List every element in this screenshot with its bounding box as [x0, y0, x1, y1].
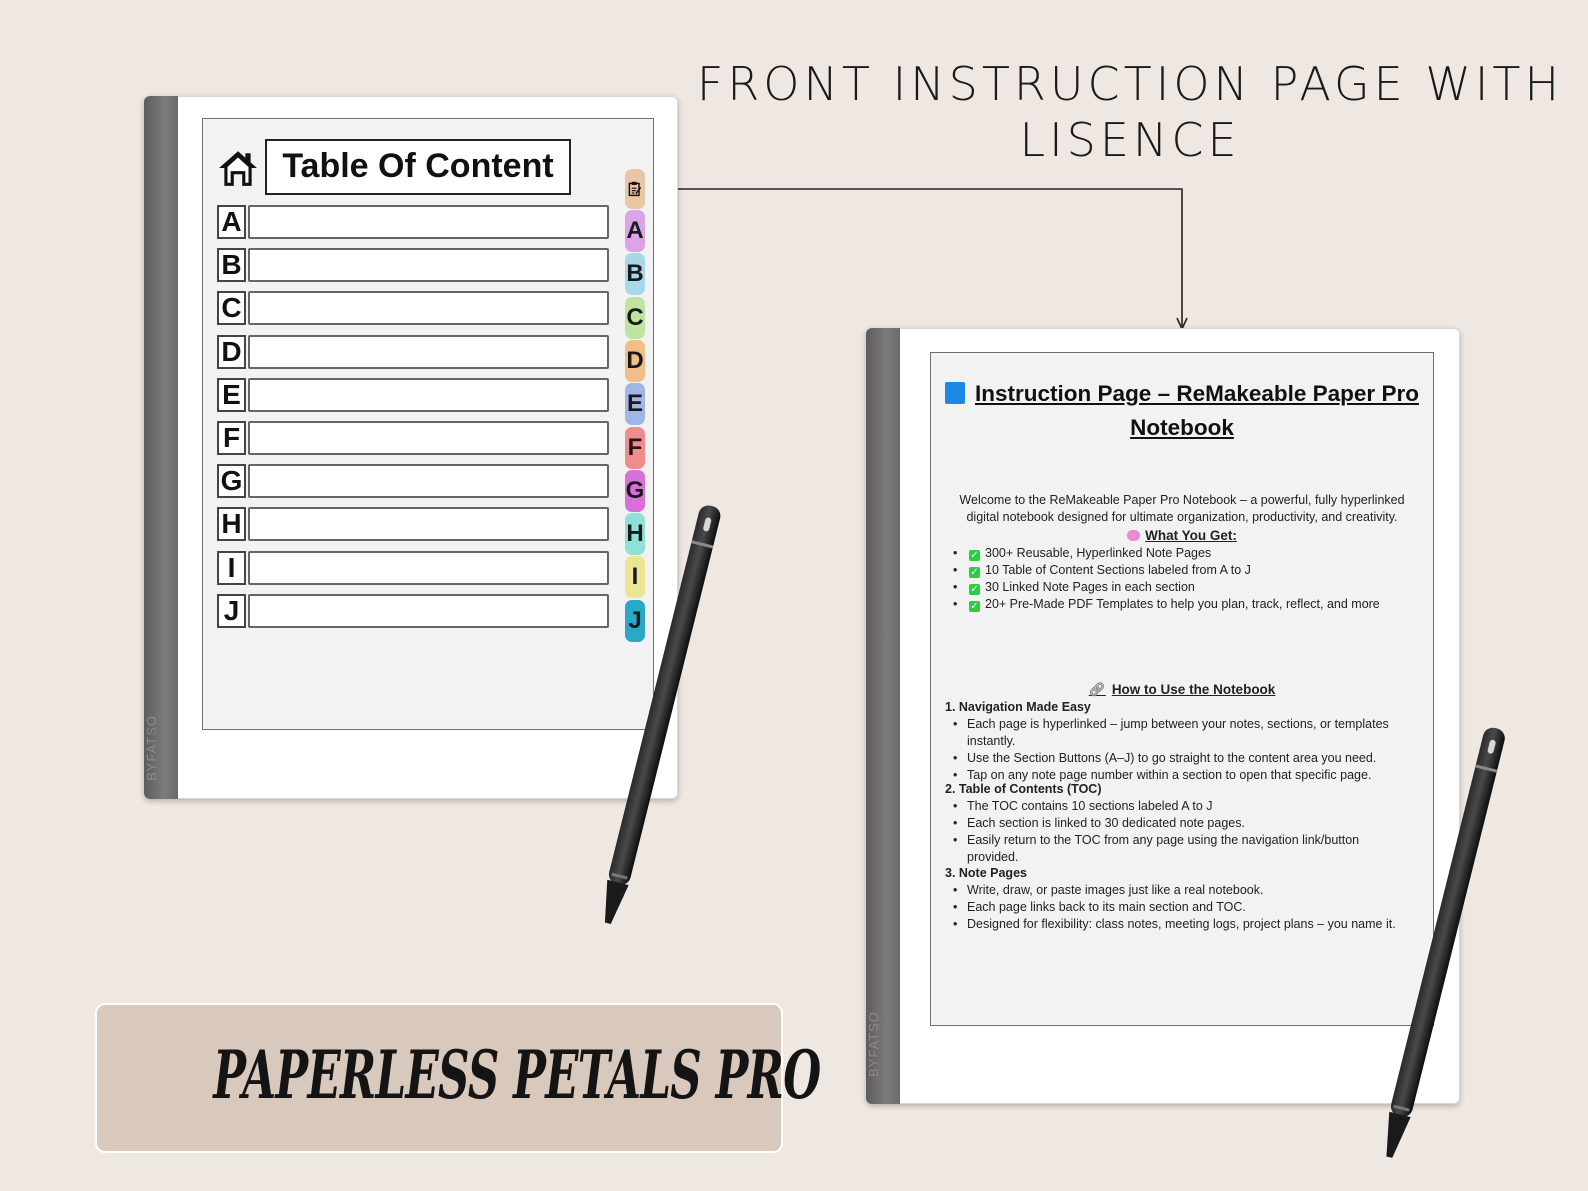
brain-icon — [1127, 530, 1140, 541]
brand-name: PAPERLESS PETALS PRO — [213, 1036, 821, 1114]
tablet-instructions — [866, 328, 1460, 1104]
what-you-get-item-text: 30 Linked Note Pages in each section — [985, 580, 1195, 594]
what-you-get-list — [951, 545, 1419, 613]
instruction-screen — [930, 352, 1434, 1026]
what-you-get-item-text: 300+ Reusable, Hyperlinked Note Pages — [985, 546, 1212, 560]
what-you-get-item-text: 20+ Pre-Made PDF Templates to help you plan, track, reflect, and more — [985, 597, 1380, 611]
toc-row-field[interactable] — [248, 421, 609, 455]
instruction-title — [939, 377, 1425, 445]
what-you-get-label: What You Get: — [1145, 528, 1237, 543]
checkmark-icon: ✓ — [970, 601, 979, 612]
stylus-left — [598, 490, 728, 950]
toc-row-field[interactable] — [248, 551, 609, 585]
section-tab-f[interactable]: F — [625, 427, 645, 469]
toc-row[interactable] — [217, 291, 609, 325]
what-you-get-item — [951, 596, 1419, 613]
toc-row-letter: F — [217, 421, 246, 455]
how-to-label: How to Use the Notebook — [1111, 682, 1276, 697]
blue-book-icon — [945, 382, 965, 404]
stylus-right — [1380, 712, 1510, 1182]
how-to-item: • Each page is hyperlinked – jump between your notes, sections, or templates instantly. — [951, 716, 1411, 750]
toc-row-letter: H — [217, 507, 246, 541]
notes-tab[interactable] — [625, 169, 645, 209]
what-you-get-item — [951, 562, 1419, 579]
how-to-item: • Easily return to the TOC from any page using the navigation link/button provided. — [951, 832, 1411, 866]
intro-text: Welcome to the ReMakeable Paper Pro Notebook – a powerful, fully hyperlinked digital notebook designed for ultimate organization, productivity, and creativity. — [959, 493, 1405, 524]
checkmark-icon: ✓ — [970, 550, 979, 561]
toc-row-field[interactable] — [248, 205, 609, 239]
how-to-item: • Write, draw, or paste images just like a real notebook. — [951, 882, 1411, 899]
section-tab-g[interactable]: G — [625, 470, 645, 512]
toc-row[interactable] — [217, 551, 609, 585]
toc-row-letter: B — [217, 248, 246, 282]
toc-row[interactable] — [217, 248, 609, 282]
how-to-item: • Tap on any note page number within a section to open that specific page. — [951, 767, 1411, 784]
toc-row-letter: I — [217, 551, 246, 585]
toc-row[interactable] — [217, 335, 609, 369]
toc-row-field[interactable] — [248, 335, 609, 369]
how-to-section-title: 3. Note Pages — [945, 866, 1027, 880]
toc-row[interactable] — [217, 594, 609, 628]
section-tab-j[interactable]: J — [625, 600, 645, 642]
how-to-heading — [945, 681, 1419, 698]
toc-row-letter: A — [217, 205, 246, 239]
how-to-section-list — [951, 798, 1411, 866]
instruction-title-text: Instruction Page – ReMakeable Paper Pro Notebook — [975, 381, 1419, 440]
what-you-get-item — [951, 579, 1419, 596]
how-to-section-list — [951, 716, 1411, 784]
promo-heading-line-1: FRONT INSTRUCTION PAGE WITH — [696, 57, 1564, 111]
toc-row-letter: E — [217, 378, 246, 412]
promo-heading — [690, 56, 1570, 168]
what-you-get-item — [951, 545, 1419, 562]
promo-heading-line-2: LISENCE — [1019, 113, 1241, 167]
toc-row-field[interactable] — [248, 464, 609, 498]
how-to-section-title: 2. Table of Contents (TOC) — [945, 782, 1102, 796]
toc-row[interactable] — [217, 464, 609, 498]
section-tab-a[interactable]: A — [625, 210, 645, 252]
how-to-section-title: 1. Navigation Made Easy — [945, 700, 1091, 714]
device-brand-text: BYFATSO — [866, 1011, 881, 1077]
toc-row-letter: D — [217, 335, 246, 369]
section-tab-e[interactable]: E — [625, 383, 645, 425]
toc-screen — [202, 118, 654, 730]
toc-row[interactable] — [217, 378, 609, 412]
what-you-get-heading — [945, 527, 1419, 544]
how-to-item: • Each section is linked to 30 dedicated note pages. — [951, 815, 1411, 832]
tablet-spine — [866, 328, 900, 1104]
notes-clipboard-icon — [627, 180, 643, 198]
how-to-item: • Use the Section Buttons (A–J) to go straight to the content area you need. — [951, 750, 1411, 767]
toc-row-field[interactable] — [248, 507, 609, 541]
section-tab-c[interactable]: C — [625, 297, 645, 339]
toc-row-field[interactable] — [248, 248, 609, 282]
home-icon[interactable] — [217, 147, 259, 189]
what-you-get-item-text: 10 Table of Content Sections labeled from A to J — [985, 563, 1251, 577]
toc-row[interactable] — [217, 205, 609, 239]
section-tab-i[interactable]: I — [625, 556, 645, 598]
section-tab-h[interactable]: H — [625, 513, 645, 555]
toc-row-letter: C — [217, 291, 246, 325]
toc-row-letter: J — [217, 594, 246, 628]
how-to-item: • The TOC contains 10 sections labeled A to J — [951, 798, 1411, 815]
toc-title: Table Of Content — [265, 139, 571, 195]
tablet-spine — [144, 96, 178, 799]
section-tab-b[interactable]: B — [625, 253, 645, 295]
checkmark-icon: ✓ — [970, 584, 979, 595]
how-to-section-list — [951, 882, 1411, 933]
toc-row[interactable] — [217, 507, 609, 541]
toc-row-field[interactable] — [248, 291, 609, 325]
section-tab-d[interactable]: D — [625, 340, 645, 382]
checkmark-icon: ✓ — [970, 567, 979, 578]
toc-row-letter: G — [217, 464, 246, 498]
toc-row-field[interactable] — [248, 594, 609, 628]
toc-row[interactable] — [217, 421, 609, 455]
brand-banner — [95, 1003, 821, 1153]
how-to-item: • Designed for flexibility: class notes, meeting logs, project plans – you name it. — [951, 916, 1411, 933]
link-icon: 🔗︎ — [1088, 682, 1106, 697]
device-brand-text: BYFATSO — [144, 715, 159, 781]
toc-row-field[interactable] — [248, 378, 609, 412]
how-to-item: • Each page links back to its main section and TOC. — [951, 899, 1411, 916]
